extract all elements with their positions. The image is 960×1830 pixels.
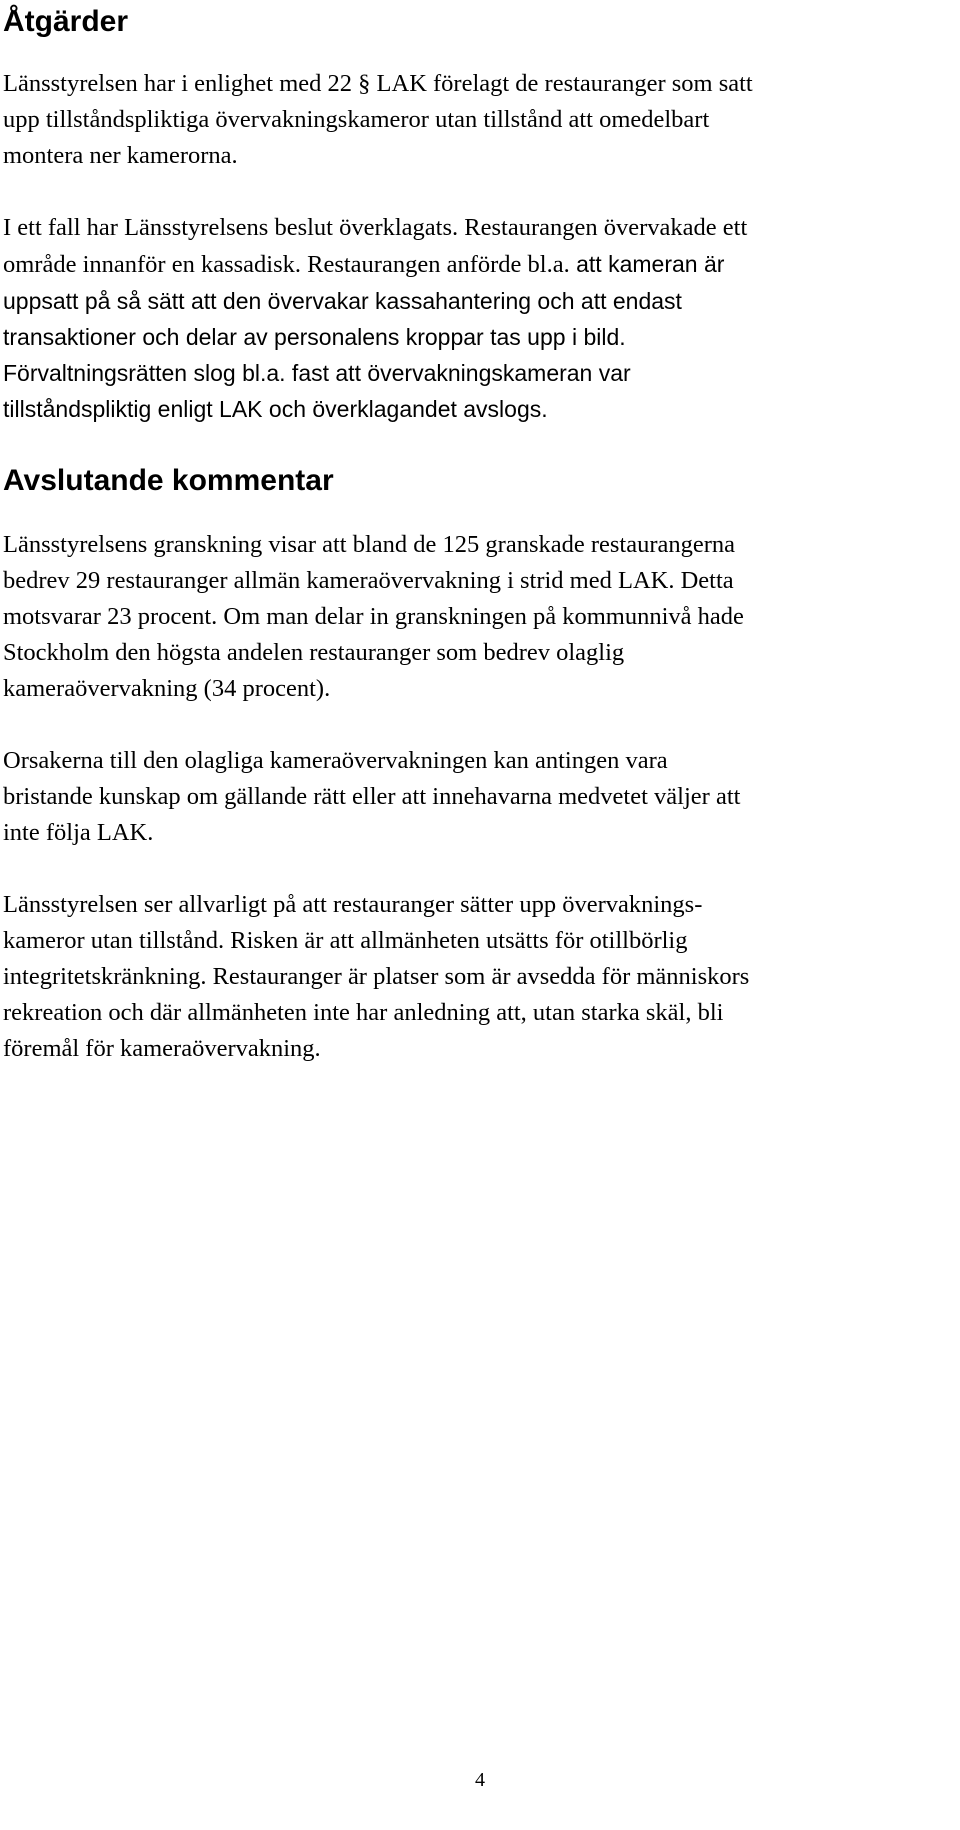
text-line: Stockholm den högsta andelen restauranger som bedrev olaglig xyxy=(3,639,625,666)
text-line: montera ner kamerorna. xyxy=(3,142,238,169)
text-line: kameraövervakning (34 procent). xyxy=(3,675,331,702)
text-line: I ett fall har Länsstyrelsens beslut överklagats. Restaurangen övervakade ett xyxy=(3,214,748,241)
text-line: rekreation och där allmänheten inte har anledning att, utan starka skäl, bli xyxy=(3,999,724,1026)
text-segment-sans: att kameran är xyxy=(569,251,725,277)
text-line: uppsatt på så sätt att den övervakar kassahantering och att endast xyxy=(3,288,682,314)
text-line-mixed xyxy=(3,246,953,283)
text-line: föremål för kameraövervakning. xyxy=(3,1035,321,1062)
text-line: Länsstyrelsen har i enlighet med 22 § LAK förelagt de restauranger som satt xyxy=(3,70,753,97)
text-line: transaktioner och delar av personalens kroppar tas upp i bild. xyxy=(3,324,626,350)
text-line: Orsakerna till den olagliga kameraövervakningen kan antingen vara xyxy=(3,747,668,774)
text-line: upp tillståndspliktiga övervakningskameror utan tillstånd att omedelbart xyxy=(3,106,710,133)
paragraph-foreläggande xyxy=(3,66,953,174)
text-line: motsvarar 23 procent. Om man delar in granskningen på kommunnivå hade xyxy=(3,603,744,630)
section-heading-atgarder: Åtgärder xyxy=(3,5,129,38)
document-page xyxy=(3,0,953,1067)
text-line: inte följa LAK. xyxy=(3,819,154,846)
text-line: Länsstyrelsens granskning visar att bland de 125 granskade restaurangerna xyxy=(3,531,736,558)
text-line: Förvaltningsrätten slog bl.a. fast att övervakningskameran var xyxy=(3,360,631,386)
paragraph-orsaker xyxy=(3,743,953,851)
paragraph-granskning xyxy=(3,527,953,707)
text-line: Länsstyrelsen ser allvarligt på att restauranger sätter upp övervaknings- xyxy=(3,891,703,918)
paragraph-allvarligt xyxy=(3,887,953,1067)
text-line: integritetskränkning. Restauranger är platser som är avsedda för människors xyxy=(3,963,750,990)
text-line: tillståndspliktig enligt LAK och överklagandet avslogs. xyxy=(3,396,548,422)
text-segment-serif: område innanför en kassadisk. Restaurangen anförde bl.a. xyxy=(3,251,570,278)
text-line: kameror utan tillstånd. Risken är att allmänheten utsätts för otillbörlig xyxy=(3,927,688,954)
text-line: bristande kunskap om gällande rätt eller att innehavarna medvetet väljer att xyxy=(3,783,741,810)
section-heading-avslutande-kommentar: Avslutande kommentar xyxy=(3,464,334,497)
page-number: 4 xyxy=(475,1769,485,1791)
text-line: bedrev 29 restauranger allmän kameraövervakning i strid med LAK. Detta xyxy=(3,567,734,594)
paragraph-overklagande xyxy=(3,210,953,427)
